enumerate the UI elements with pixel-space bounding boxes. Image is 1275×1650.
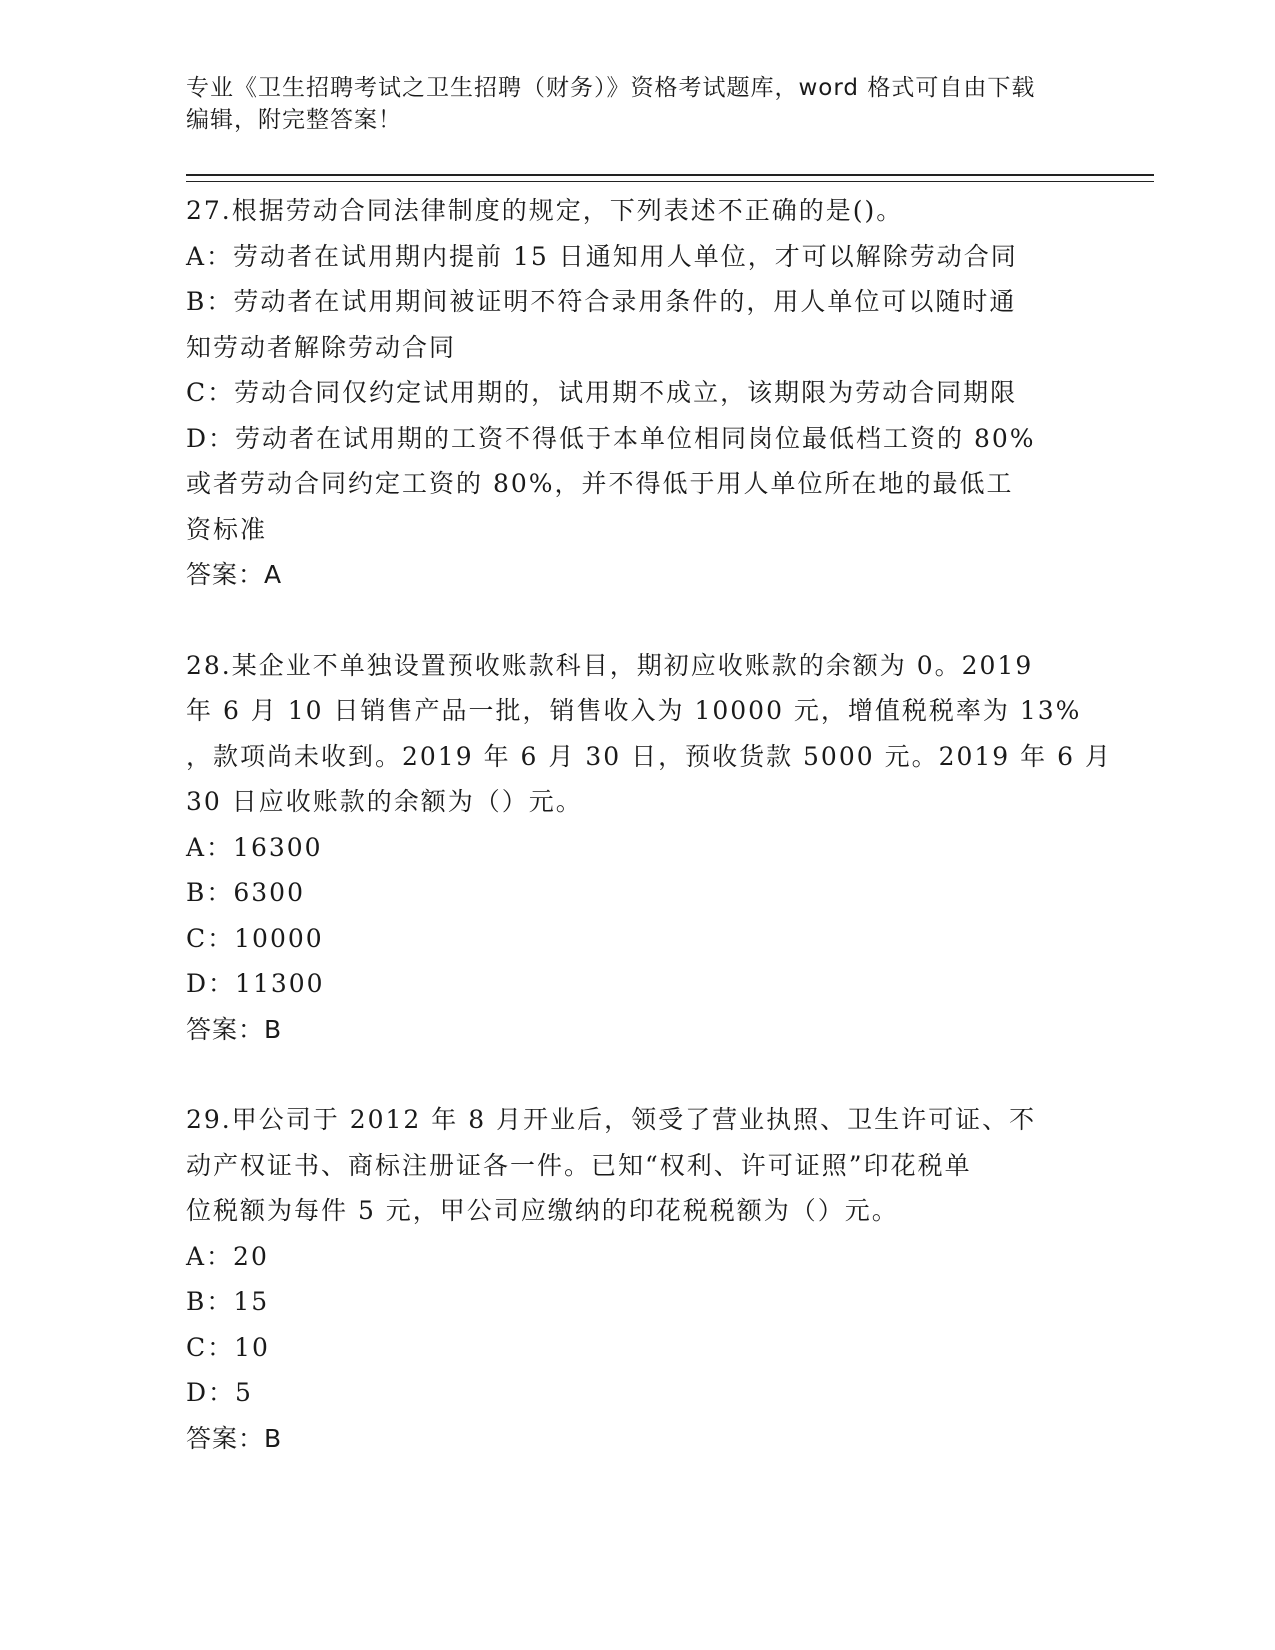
answer-label: 答案：B xyxy=(186,1423,283,1453)
header-line-1: 专业《卫生招聘考试之卫生招聘（财务）》资格考试题库，word 格式可自由下载 xyxy=(186,75,1036,101)
question-28 xyxy=(186,643,1112,1053)
answer-label: 答案：A xyxy=(186,560,283,589)
header-rule-thin xyxy=(186,181,1154,182)
question-text: 27.根据劳动合同法律制度的规定，下列表述不正确的是()。 xyxy=(186,196,904,225)
option-a: A：20 xyxy=(186,1241,269,1271)
option-b: B：6300 xyxy=(186,878,305,907)
question-27 xyxy=(186,188,1076,598)
question-29 xyxy=(186,1097,1076,1461)
option-a: A：16300 xyxy=(186,832,323,862)
option-c: C：劳动合同仅约定试用期的，试用期不成立，该期限为劳动合同期限 xyxy=(186,378,1018,407)
question-text-cont: 动产权证书、商标注册证各一件。已知“权利、许可证照”印花税单 xyxy=(186,1150,972,1180)
question-list xyxy=(186,188,1112,1461)
header-rule-thick xyxy=(186,174,1154,176)
option-b: B：15 xyxy=(186,1287,270,1316)
option-a: A：劳动者在试用期内提前 15 日通知用人单位，才可以解除劳动合同 xyxy=(186,241,1018,271)
question-text-cont: 30 日应收账款的余额为（）元。 xyxy=(186,787,583,816)
option-c: C：10 xyxy=(186,1332,270,1362)
question-text-cont: 位税额为每件 5 元，甲公司应缴纳的印花税税额为（）元。 xyxy=(186,1196,899,1225)
header-line-2: 编辑，附完整答案！ xyxy=(186,107,402,133)
question-text-cont: ，款项尚未收到。2019 年 6 月 30 日，预收货款 5000 元。2019 年 6 月 xyxy=(186,741,1112,771)
option-d-cont: 或者劳动合同约定工资的 80%，并不得低于用人单位所在地的最低工 xyxy=(186,469,1014,498)
question-text: 28.某企业不单独设置预收账款科目，期初应收账款的余额为 0。2019 xyxy=(186,650,1034,680)
question-text-cont: 年 6 月 10 日销售产品一批，销售收入为 10000 元，增值税税率为 13% xyxy=(186,696,1082,725)
option-b-cont: 知劳动者解除劳动合同 xyxy=(186,332,457,362)
document-header xyxy=(186,72,1086,136)
option-d: D：11300 xyxy=(186,969,325,998)
option-b: B：劳动者在试用期间被证明不符合录用条件的，用人单位可以随时通 xyxy=(186,287,1017,316)
question-text: 29.甲公司于 2012 年 8 月开业后，领受了营业执照、卫生许可证、不 xyxy=(186,1105,1037,1134)
answer-label: 答案：B xyxy=(186,1014,283,1044)
option-d-cont: 资标准 xyxy=(186,514,268,544)
option-d: D：5 xyxy=(186,1378,253,1407)
option-c: C：10000 xyxy=(186,923,324,953)
option-d: D：劳动者在试用期的工资不得低于本单位相同岗位最低档工资的 80% xyxy=(186,423,1036,453)
